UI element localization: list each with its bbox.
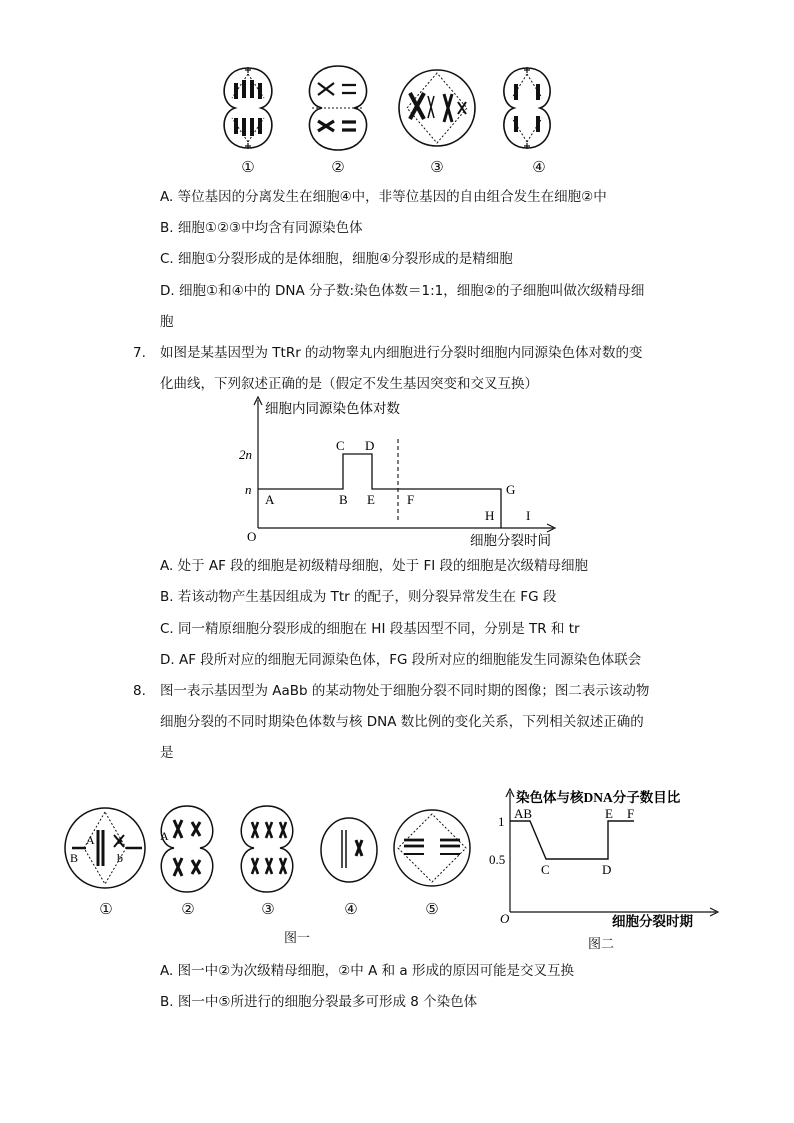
q7-number: 7. [133,345,146,361]
q6-option-b: B. 细胞①②③中均含有同源染色体 [160,220,363,236]
q7-point-i: I [526,508,531,523]
fig1-cell-2-diagram [161,806,212,892]
fig1-cell-5-diagram [394,810,470,886]
fig2-origin: O [500,911,510,926]
fig1-label-3: ③ [261,900,275,918]
q7-curve [258,454,501,528]
q7-point-a: A [265,492,275,507]
cell-label-3: ③ [430,158,444,176]
q6-option-c: C. 细胞①分裂形成的是体细胞，细胞④分裂形成的是精细胞 [160,251,513,267]
q7-option-b: B. 若该动物产生基因组成为 Ttr 的配子，则分裂异常发生在 FG 段 [160,589,557,605]
figure1-caption: 图一 [284,931,311,946]
fig1-label-1: ① [99,900,113,918]
q7-stem-line1: 如图是某基因型为 TtRr 的动物睾丸内细胞进行分裂时细胞内同源染色体对数的变 [160,345,643,361]
cell-3-diagram [399,70,475,146]
q7-origin: O [247,529,257,544]
q6-option-a: A. 等位基因的分离发生在细胞④中，非等位基因的自由组合发生在细胞②中 [160,189,607,205]
q7-tick-2n: 2n [239,447,252,462]
cell-division-figure [200,58,600,158]
fig2-point-c: C [541,862,550,877]
q6-option-d: D. 细胞①和④中的 DNA 分子数:染色体数＝1:1，细胞②的子细胞叫做次级精母细 [160,283,645,299]
q7-stem-line2: 化曲线，下列叙述正确的是（假定不发生基因突变和交叉互换） [160,376,538,392]
q7-point-b: B [339,492,348,507]
q8-figure1 [62,800,482,900]
q7-option-d: D. AF 段所对应的细胞无同源染色体，FG 段所对应的细胞能发生同源染色体联会 [160,652,642,668]
fig1-cell-1-diagram [65,808,145,888]
q8-figure2 [484,784,724,932]
fig1-label-2: ② [181,900,195,918]
cell-4-diagram [504,67,550,149]
fig1-gene-a-cell2: A [160,829,169,843]
q8-option-a: A. 图一中②为次级精母细胞，②中 A 和 a 形成的原因可能是交叉互换 [160,963,574,979]
fig1-label-4: ④ [344,900,358,918]
q7-option-a: A. 处于 AF 段的细胞是初级精母细胞，处于 FI 段的细胞是次级精母细胞 [160,558,588,574]
cell-label-2: ② [331,158,345,176]
fig1-gene-a-upper: A [86,833,95,847]
q7-chart [235,395,565,550]
fig1-gene-a-lower: a [117,833,123,847]
figure2-caption: 图二 [588,937,615,952]
q8-stem-line1: 图一表示基因型为 AaBb 的某动物处于细胞分裂不同时期的图像；图二表示该动物 [160,683,650,699]
fig2-xlabel: 细胞分裂时期 [612,914,693,929]
q8-option-b: B. 图一中⑤所进行的细胞分裂最多可形成 8 个染色体 [160,994,478,1010]
q7-point-g: G [506,482,516,497]
q7-point-h: H [485,508,495,523]
q7-option-c: C. 同一精原细胞分裂形成的细胞在 HI 段基因型不同，分别是 TR 和 tr [160,621,580,637]
fig2-point-ab: AB [514,806,533,821]
fig1-label-5: ⑤ [425,900,439,918]
fig1-cell-3-diagram [241,806,292,892]
q7-point-c: C [336,438,345,453]
fig2-curve [510,821,634,859]
q7-xlabel: 细胞分裂时间 [470,533,551,548]
q8-number: 8. [133,683,146,699]
fig1-cell-4-diagram [321,818,377,882]
q7-point-e: E [367,492,375,507]
fig2-point-e: E [605,806,613,821]
fig2-point-f: F [627,806,635,821]
fig2-tick-0-5: 0.5 [489,852,506,867]
fig2-tick-1: 1 [498,814,505,829]
q7-point-d: D [365,438,375,453]
fig2-point-d: D [602,862,612,877]
q7-ylabel: 细胞内同源染色体对数 [265,401,400,416]
q7-point-f: F [407,492,415,507]
cell-1-diagram [224,67,272,149]
cell-label-1: ① [241,158,255,176]
q7-tick-n: n [245,482,252,497]
cell-label-4: ④ [532,158,546,176]
q8-stem-line2: 细胞分裂的不同时期染色体数与核 DNA 数比例的变化关系，下列相关叙述正确的 [160,714,644,730]
q6-option-d-cont: 胞 [160,314,174,330]
fig2-ylabel: 染色体与核DNA分子数目比 [516,790,681,805]
fig1-gene-b-lower: b [117,851,123,865]
q8-stem-line3: 是 [160,745,174,761]
fig1-gene-b-upper: B [70,851,79,865]
cell-2-diagram [309,66,366,150]
